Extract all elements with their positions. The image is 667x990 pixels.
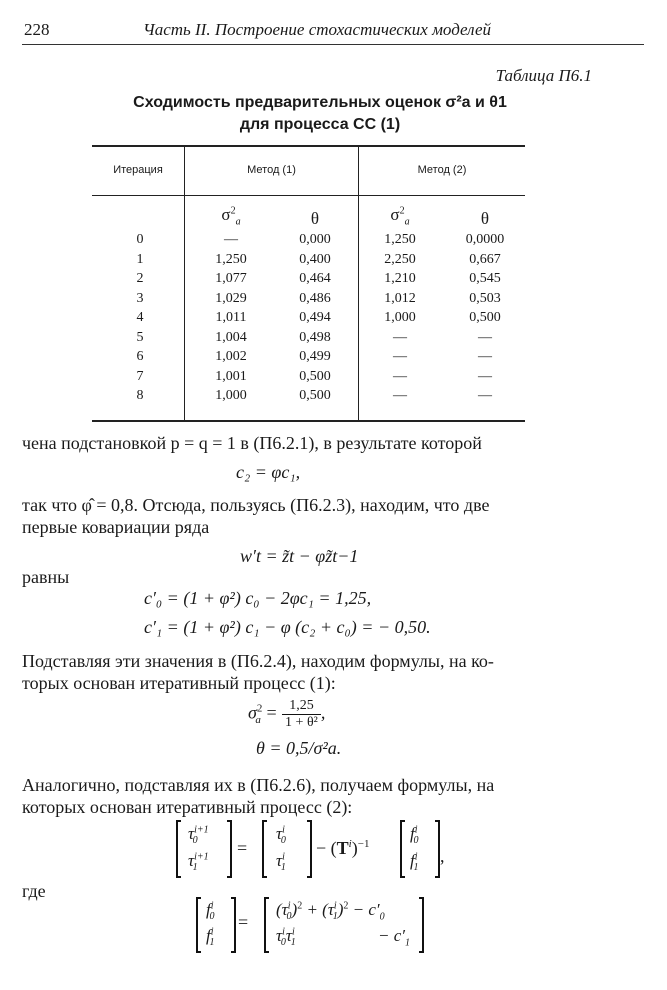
- subheader-theta-m2: θ: [480, 209, 490, 228]
- table-cell: 1,000: [215, 388, 247, 403]
- table-cell: —: [393, 349, 407, 364]
- table-cell: 0: [136, 232, 144, 247]
- para-line-2: так что φ̂ = 0,8. Отсюда, пользуясь (П6.2.3), находим, что две: [22, 495, 490, 515]
- table-cell: 4: [136, 310, 144, 325]
- table-cell: 3: [136, 290, 144, 306]
- fraction-denominator: 1 + θ²: [285, 715, 318, 730]
- fraction-numerator: 1,25: [282, 698, 321, 715]
- col-m1-theta: [280, 230, 350, 406]
- table-cell: 1,001: [215, 368, 247, 384]
- table-cell: —: [393, 388, 407, 403]
- table-cell: 1,029: [215, 290, 247, 306]
- table-cell: —: [478, 329, 492, 345]
- table-cell: 0,503: [469, 290, 501, 306]
- table-cell: 2: [136, 271, 144, 286]
- matrix-f: $f^i_0$ $f^i_1$: [400, 820, 440, 878]
- matrix-minus-T-inverse: − $(T^i)^{-1}$: [316, 838, 370, 858]
- table-cell: 6: [136, 349, 144, 364]
- col-iterations: [110, 230, 170, 406]
- equation-c2: c₂ = φc₁,: [236, 462, 301, 482]
- equation-w: w′t = z̃t − φz̃t−1: [240, 546, 359, 566]
- matrix-equals-1: =: [237, 838, 248, 858]
- para-where: где: [22, 881, 46, 901]
- subheader-sigma-m1: $\sigma^2_a$: [221, 205, 241, 228]
- col-header-iteration: Итерация: [113, 164, 163, 176]
- col-m2-theta: [450, 230, 520, 406]
- table-cell: —: [478, 349, 492, 364]
- matrix-comma: ,: [440, 846, 445, 866]
- para-line-8: которых основан итеративный процесс (2):: [22, 797, 353, 817]
- para-line-5: Подставляя эти значения в (П6.2.4), находим формулы, на ко-: [22, 651, 494, 671]
- subheader-sigma-m2: $\sigma^2_a$: [390, 205, 410, 228]
- equation-sigma: $\sigma^2_a$ = $\frac{1,25}{\text{1 + θ²}}$ ,: [248, 698, 326, 730]
- table-cell: 0,500: [299, 388, 331, 403]
- table-cell: 0,486: [299, 290, 331, 306]
- para-line-4: равны: [22, 567, 70, 587]
- table-cell: 0,667: [469, 251, 501, 267]
- matrix-equals-2: =: [238, 912, 249, 932]
- equation-c0: c′₀ = (1 + φ²) c₀ − 2φc₁ = 1,25,: [144, 588, 372, 608]
- table-cell: 1,002: [215, 349, 247, 364]
- para-line-7: Аналогично, подставляя их в (П6.2.6), получаем формулы, на: [22, 775, 495, 795]
- table-cell: —: [393, 368, 407, 384]
- matrix-f-expression: $(\tau^i_0)^2 + (\tau^i_1)^2 - c'_0$ $\tau^i_0\tau^i_1$ − $c'_1$: [264, 897, 424, 953]
- table-cell: —: [393, 329, 407, 345]
- table-cell: 0,000: [299, 232, 331, 247]
- col-header-method1: Метод (1): [247, 164, 296, 176]
- table-cell: 0,494: [299, 310, 331, 325]
- table-cell: 5: [136, 329, 144, 345]
- table-cell: 0,500: [299, 368, 331, 384]
- matrix-tau: $\tau^i_0$ $\tau^i_1$: [262, 820, 312, 878]
- running-title: Часть II. Построение стохастических моделей: [143, 20, 492, 39]
- table-top-rule: [92, 145, 525, 147]
- table-cell: 1,250: [384, 232, 416, 247]
- table-cell: 0,499: [299, 349, 331, 364]
- table-cell: 1,000: [384, 310, 416, 325]
- table-cell: 8: [136, 388, 144, 403]
- table-cell: —: [478, 388, 492, 403]
- table-cell: 7: [136, 368, 144, 384]
- col-m2-sigma: [365, 230, 435, 406]
- table-cell: 1: [136, 251, 144, 267]
- table-title-line1: Сходимость предварительных оценок σ²a и θ1: [133, 94, 507, 111]
- table-vline-1: [184, 146, 185, 420]
- subheader-theta-m1: θ: [310, 209, 320, 228]
- header-rule: [22, 44, 644, 45]
- table-vline-2: [358, 146, 359, 420]
- table-cell: 0,498: [299, 329, 331, 345]
- table-cell: 0,500: [469, 310, 501, 325]
- table-cell: 0,400: [299, 251, 331, 267]
- equation-c1: c′₁ = (1 + φ²) c₁ − φ (c₂ + c₀) = − 0,50.: [144, 617, 431, 637]
- col-header-method2: Метод (2): [417, 164, 467, 176]
- table-cell: —: [478, 368, 492, 384]
- page-number: 228: [24, 20, 50, 39]
- para-line-1: чена подстановкой p = q = 1 в (П6.2.1), в результате которой: [22, 433, 482, 453]
- matrix-f-def: $f^i_0$ $f^i_1$: [196, 897, 236, 953]
- table-header-rule: [92, 195, 525, 196]
- table-cell: 1,210: [384, 271, 416, 286]
- table-cell: 1,012: [384, 290, 416, 306]
- equation-theta: θ = 0,5/σ²a.: [256, 738, 342, 758]
- table-cell: 1,004: [215, 329, 247, 345]
- table-cell: 2,250: [384, 251, 416, 267]
- table-bottom-rule: [92, 420, 525, 422]
- table-caption: Таблица П6.1: [495, 66, 592, 85]
- table-cell: 0,464: [299, 271, 331, 286]
- para-line-6: торых основан итеративный процесс (1):: [22, 673, 336, 693]
- table-cell: 1,077: [215, 271, 247, 286]
- table-cell: 1,250: [215, 251, 247, 267]
- col-m1-sigma: [196, 230, 266, 406]
- table-cell: 1,011: [215, 310, 247, 325]
- table-cell: —: [224, 232, 238, 247]
- para-line-3: первые ковариации ряда: [22, 517, 210, 537]
- matrix-tau-next: $\tau^{i+1}_0$ $\tau^{i+1}_1$: [176, 820, 232, 878]
- table-cell: 0,0000: [465, 232, 505, 247]
- table-title-line2: для процесса СС (1): [239, 116, 401, 133]
- table-cell: 0,545: [469, 271, 501, 286]
